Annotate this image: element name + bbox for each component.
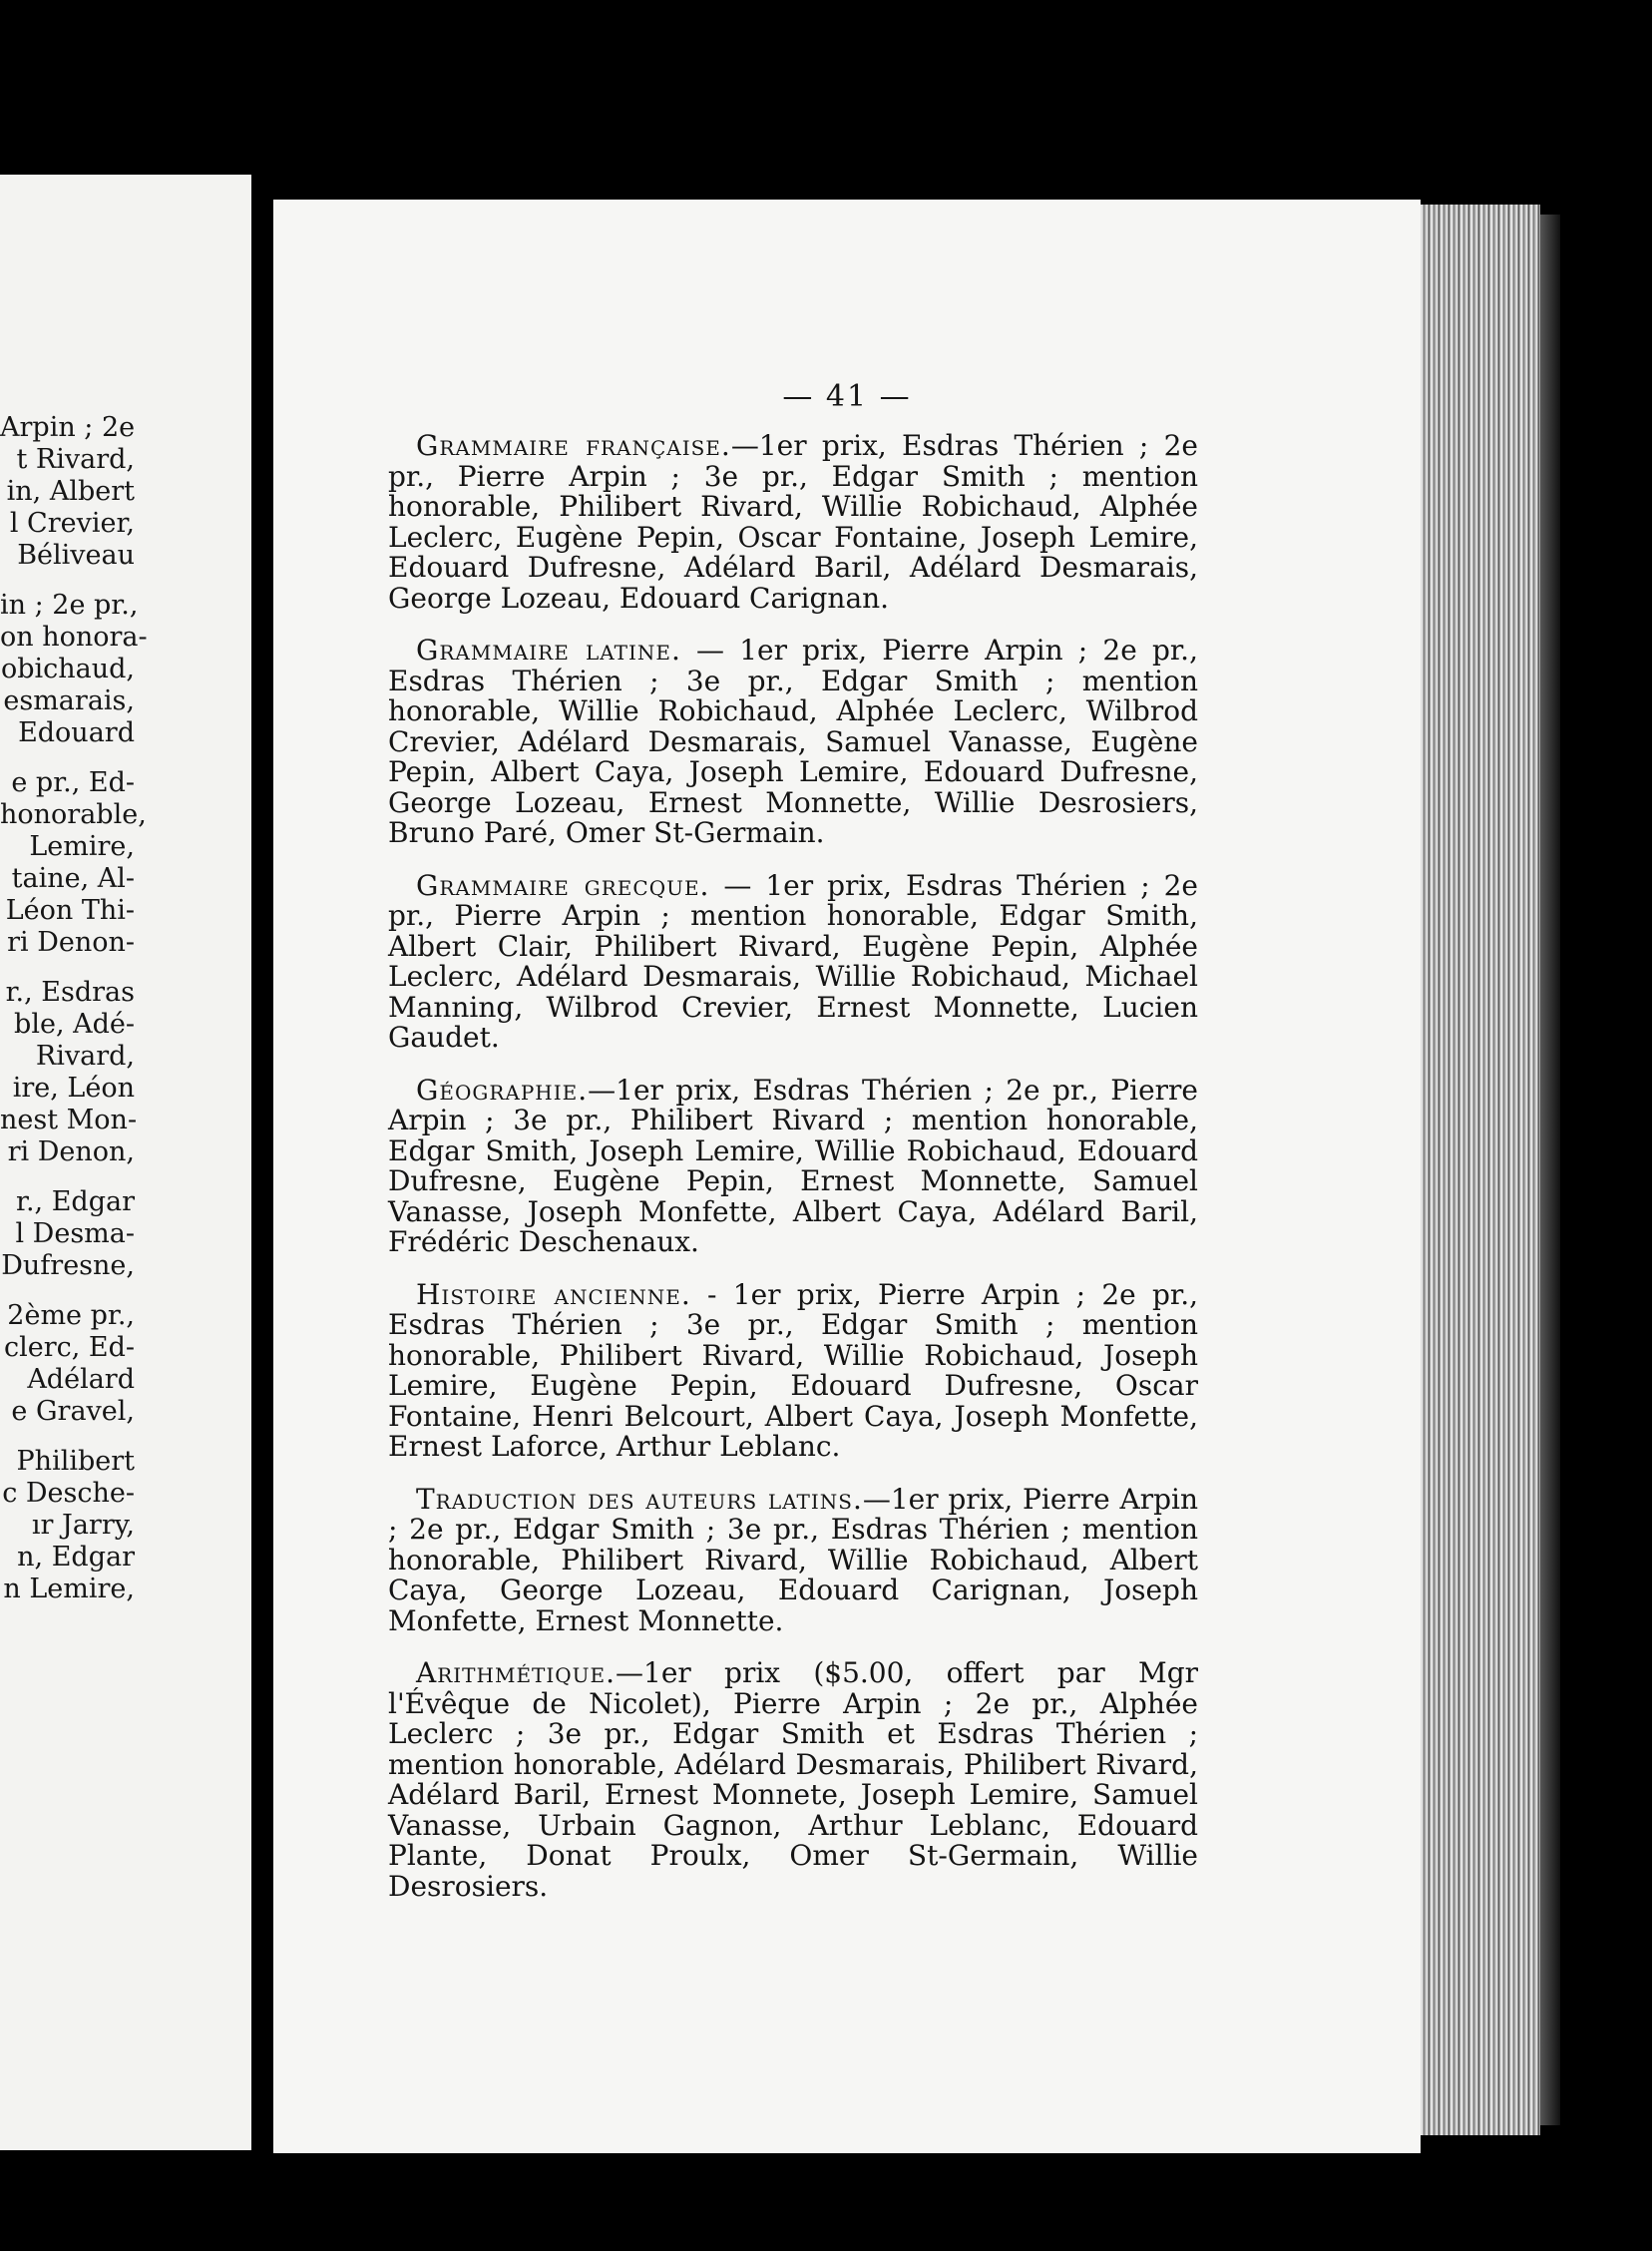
section-text: — 1er prix, Esdras Thérien ; 2e pr., Pierre Arpin ; mention honorable, Edgar Smith, Albert Clair, Philibert Rivard, Eugène Pepin, Alphée Leclerc, Adélard Desmarais, Willie Robichaud, Michael Manning, Wilbrod Crevier, Ernest Monnette, Lucien Gaudet.: [388, 868, 1199, 1054]
left-page-line: ır Jarry,: [31, 1510, 135, 1541]
left-page-line: honorable,: [0, 799, 147, 830]
left-page-gap: [0, 1282, 135, 1300]
left-page-line: nest Mon-: [0, 1105, 138, 1135]
section-heading: Arithmétique.: [416, 1656, 617, 1689]
left-page-gap: [0, 1168, 135, 1186]
section-grammaire-francaise: [388, 431, 1198, 614]
left-page-line: ri Denon,: [7, 1136, 135, 1167]
page-number: — 41 —: [782, 379, 912, 414]
left-page-line: Adélard: [27, 1364, 135, 1395]
section-heading: Géographie.: [416, 1073, 589, 1107]
left-page-line: l Crevier,: [9, 508, 135, 539]
left-page-line: obichaud,: [0, 654, 135, 684]
left-page-line: ble, Adé-: [14, 1009, 135, 1040]
section-text: —1er prix, Pierre Arpin ; 2e pr., Edgar Smith ; 3e pr., Esdras Thérien ; mention honorable, Philibert Rivard, Willie Robichaud, Albert Caya, George Lozeau, Edouard Carignan, Joseph Monfette, Ernest Monnette.: [388, 1482, 1198, 1637]
section-text: —1er prix, Esdras Thérien ; 2e pr., Pierre Arpin ; 3e pr., Philibert Rivard ; mention honorable, Edgar Smith, Joseph Lemire, Willie Robichaud, Edouard Dufresne, Eugène Pepin, Ernest Monnette, Samuel Vanasse, Joseph Monfette, Albert Caya, Adélard Baril, Frédéric Deschenaux.: [388, 1073, 1198, 1258]
left-page-line: Arpin ; 2e: [0, 412, 136, 443]
left-page-line: Dufresne,: [1, 1250, 135, 1281]
left-page-fragment: [0, 175, 251, 2150]
left-page-line: Rivard,: [35, 1041, 135, 1072]
section-text: —1er prix ($5.00, offert par Mgr l'Évêque de Nicolet), Pierre Arpin ; 2e pr., Alphée Leclerc ; 3e pr., Edgar Smith et Esdras Thérien ; mention honorable, Adélard Desmarais, Philibert Rivard, Adélard Baril, Ernest Monnete, Joseph Lemire, Samuel Vanasse, Urbain Gagnon, Arthur Leblanc, Edouard Plante, Donat Proulx, Omer St-Germain, Willie Desrosiers.: [388, 1656, 1198, 1903]
left-page-line: in, Albert: [6, 476, 135, 507]
section-traduction-auteurs-latins: [388, 1482, 1198, 1637]
left-page-line: l Desma-: [15, 1218, 135, 1249]
section-heading: Grammaire française.: [416, 429, 731, 462]
section-text: —1er prix, Esdras Thérien ; 2e pr., Pierre Arpin ; 3e pr., Edgar Smith ; mention honorable, Philibert Rivard, Willie Robichaud, Alphée Leclerc, Eugène Pepin, Oscar Fontaine, Joseph Lemire, Edouard Dufresne, Adélard Baril, Adélard Desmarais, George Lozeau, Edouard Carignan.: [388, 429, 1198, 615]
page-edges-stack: [1421, 205, 1540, 2135]
left-page-line: t Rivard,: [16, 444, 135, 475]
left-page-line: taine, Al-: [11, 863, 135, 894]
left-page-line: n, Edgar: [17, 1542, 135, 1573]
left-page-line: Edouard: [18, 717, 135, 748]
left-page-gap: [0, 959, 135, 977]
left-page-line: in ; 2e pr.,: [0, 590, 139, 621]
section-heading: Histoire ancienne.: [416, 1277, 691, 1311]
left-page-gap: [0, 749, 135, 767]
section-grammaire-latine: [388, 636, 1198, 849]
left-page-line: e Gravel,: [11, 1396, 135, 1427]
section-text: — 1er prix, Pierre Arpin ; 2e pr., Esdras Thérien ; 3e pr., Edgar Smith ; mention honorable, Willie Robichaud, Alphée Leclerc, Wilbrod Crevier, Adélard Desmarais, Samuel Vanasse, Eugène Pepin, Albert Caya, Joseph Lemire, Edouard Dufresne, George Lozeau, Ernest Monnette, Willie Desrosiers, Bruno Paré, Omer St-Germain.: [388, 634, 1198, 849]
section-heading: Traduction des auteurs latins.: [416, 1482, 863, 1516]
left-page-line: esmarais,: [3, 685, 135, 716]
left-page-line: ire, Léon: [12, 1073, 135, 1104]
left-page-gap: [0, 572, 135, 590]
section-heading: Grammaire grecque.: [416, 868, 710, 902]
left-page-line: e pr., Ed-: [11, 767, 135, 798]
left-page-gap: [0, 1428, 135, 1446]
left-page-line: Béliveau: [17, 540, 135, 571]
section-grammaire-grecque: [388, 868, 1199, 1054]
main-page: [273, 200, 1421, 2153]
left-page-line: r., Esdras: [5, 977, 135, 1008]
page-edges-shadow: [1540, 215, 1560, 2125]
section-histoire-ancienne: [388, 1277, 1198, 1463]
section-text: - 1er prix, Pierre Arpin ; 2e pr., Esdras Thérien ; 3e pr., Edgar Smith ; mention honorable, Philibert Rivard, Willie Robichaud, Joseph Lemire, Eugène Pepin, Edouard Dufresne, Oscar Fontaine, Henri Belcourt, Albert Caya, Joseph Monfette, Ernest Laforce, Arthur Leblanc.: [388, 1277, 1198, 1463]
left-page-line: ri Denon-: [7, 927, 135, 958]
left-page-line: c Desche-: [2, 1478, 135, 1509]
section-geographie: [388, 1073, 1198, 1258]
left-page-line: Léon Thi-: [5, 895, 135, 926]
left-page-text-column: [0, 412, 148, 1605]
left-page-line: n Lemire,: [3, 1574, 135, 1604]
left-page-line: r., Edgar: [16, 1186, 135, 1217]
left-page-line: Philibert: [16, 1446, 135, 1477]
section-heading: Grammaire latine.: [416, 634, 681, 667]
left-page-line: Lemire,: [29, 831, 135, 862]
left-page-line: clerc, Ed-: [3, 1332, 135, 1363]
page-content: [388, 431, 1198, 1924]
book-gutter: [251, 175, 273, 2150]
left-page-line: on honora-: [0, 622, 148, 653]
section-arithmetique: [388, 1658, 1198, 1902]
left-page-line: 2ème pr.,: [7, 1300, 135, 1331]
